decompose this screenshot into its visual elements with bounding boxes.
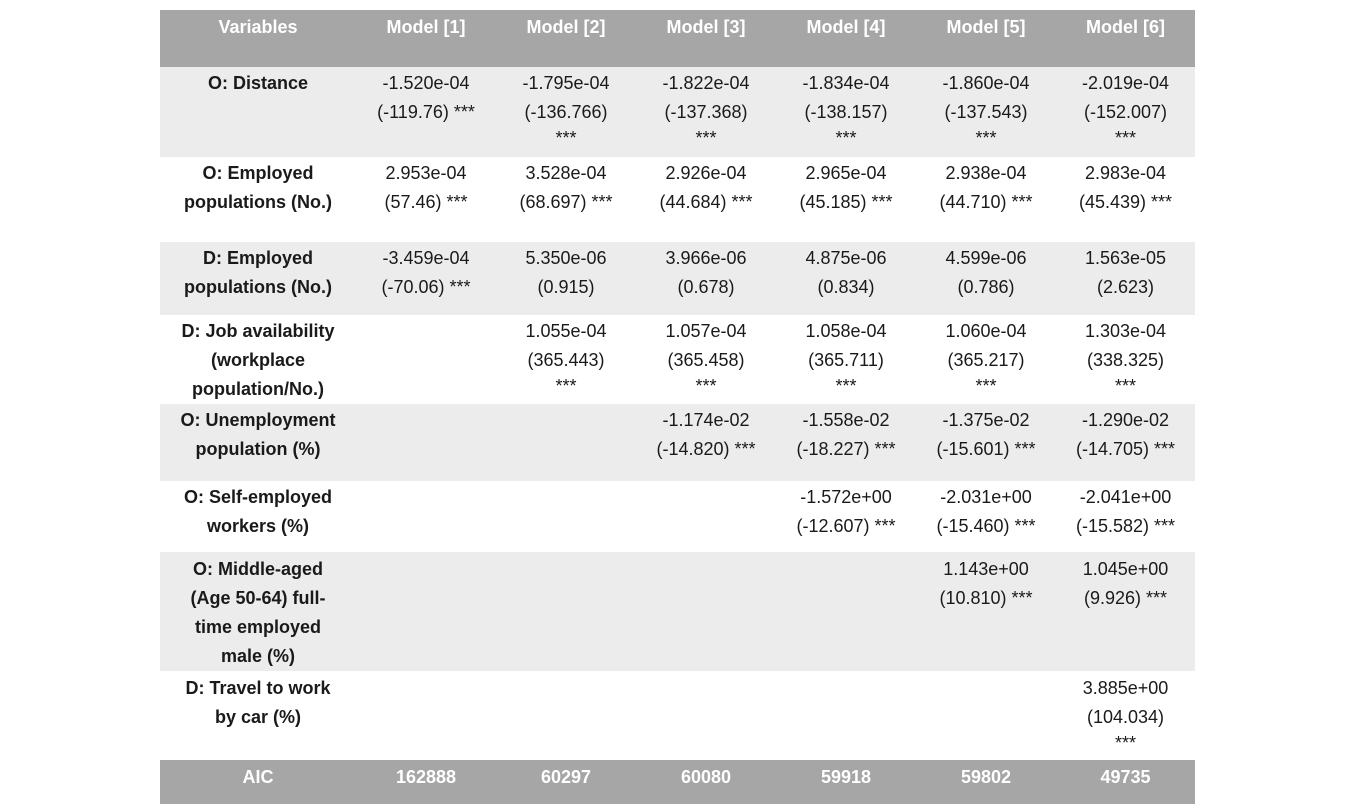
row-label-line: (Age 50-64) full- bbox=[190, 588, 326, 608]
header-model-6: Model [6] bbox=[1086, 17, 1165, 37]
tstat: (-15.601) *** bbox=[936, 439, 1036, 459]
cell-model-6 bbox=[1056, 69, 1195, 149]
coef: -1.860e-04 bbox=[942, 73, 1030, 93]
cell-model-3 bbox=[636, 406, 776, 464]
header-model-2: Model [2] bbox=[526, 17, 606, 37]
tstat: (0.786) bbox=[957, 277, 1015, 297]
cell-model-6 bbox=[1056, 317, 1195, 397]
row-label-line: O: Middle-aged bbox=[193, 559, 323, 579]
tstat: (45.185) *** bbox=[799, 192, 893, 212]
tstat: (365.443) bbox=[527, 350, 605, 370]
tstat: (44.710) *** bbox=[939, 192, 1033, 212]
significance: *** bbox=[555, 376, 577, 396]
cell-model-6 bbox=[1056, 244, 1195, 302]
table-row-job-availability bbox=[160, 315, 1195, 404]
cell-model-5 bbox=[916, 244, 1056, 302]
table-row-travel-by-car bbox=[160, 671, 1195, 760]
significance: *** bbox=[1114, 128, 1136, 148]
significance: *** bbox=[555, 128, 577, 148]
cell-model-3 bbox=[636, 159, 776, 217]
tstat: (-138.157) bbox=[804, 102, 888, 122]
tstat: (0.915) bbox=[537, 277, 595, 297]
cell-model-2 bbox=[496, 159, 636, 217]
coef: 1.045e+00 bbox=[1082, 559, 1169, 579]
tstat: (-136.766) bbox=[524, 102, 608, 122]
cell-model-5 bbox=[916, 483, 1056, 541]
row-label bbox=[160, 674, 356, 732]
cell-model-6 bbox=[1056, 159, 1195, 217]
coef: 3.966e-06 bbox=[665, 248, 747, 268]
header-variables: Variables bbox=[218, 17, 298, 37]
coef: 2.938e-04 bbox=[945, 163, 1027, 183]
row-label-line: population (%) bbox=[195, 439, 321, 459]
header-model-1: Model [1] bbox=[386, 17, 466, 37]
coef: -1.375e-02 bbox=[942, 410, 1030, 430]
table-row-o-employed bbox=[160, 157, 1195, 242]
tstat: (-15.460) *** bbox=[936, 516, 1036, 536]
tstat: (-12.607) *** bbox=[796, 516, 896, 536]
coef: 5.350e-06 bbox=[525, 248, 607, 268]
tstat: (10.810) *** bbox=[939, 588, 1033, 608]
cell-model-6 bbox=[1056, 483, 1195, 541]
cell-model-6 bbox=[1056, 674, 1195, 754]
coef: -1.822e-04 bbox=[662, 73, 750, 93]
row-label-line: time employed bbox=[194, 617, 322, 637]
cell-model-3 bbox=[636, 317, 776, 397]
table-row-d-employed bbox=[160, 242, 1195, 315]
significance: *** bbox=[695, 376, 717, 396]
coef: -1.795e-04 bbox=[522, 73, 610, 93]
tstat: (0.678) bbox=[677, 277, 735, 297]
coef: 1.057e-04 bbox=[665, 321, 747, 341]
row-label bbox=[160, 159, 356, 217]
row-label bbox=[160, 317, 356, 404]
coef: 2.926e-04 bbox=[665, 163, 747, 183]
row-label bbox=[160, 244, 356, 302]
coef: -2.041e+00 bbox=[1079, 487, 1172, 507]
tstat: (-14.705) *** bbox=[1075, 439, 1176, 459]
row-label bbox=[160, 406, 356, 464]
cell-model-2 bbox=[496, 244, 636, 302]
aic-model-3: 60080 bbox=[680, 767, 732, 787]
coef: 1.055e-04 bbox=[525, 321, 607, 341]
aic-model-4: 59918 bbox=[820, 767, 872, 787]
cell-model-4 bbox=[776, 483, 916, 541]
cell-model-4 bbox=[776, 69, 916, 149]
tstat: (57.46) *** bbox=[384, 192, 468, 212]
row-label-line: populations (No.) bbox=[184, 192, 332, 212]
significance: *** bbox=[975, 128, 997, 148]
row-label-line: D: Travel to work bbox=[185, 678, 331, 698]
tstat: (9.926) *** bbox=[1083, 588, 1168, 608]
tstat: (365.217) bbox=[947, 350, 1025, 370]
aic-model-5: 59802 bbox=[960, 767, 1012, 787]
tstat: (365.711) bbox=[808, 350, 884, 370]
cell-model-4 bbox=[776, 244, 916, 302]
coef: -1.290e-02 bbox=[1081, 410, 1170, 430]
header-model-3: Model [3] bbox=[666, 17, 746, 37]
cell-model-4 bbox=[776, 317, 916, 397]
row-label-line: O: Self-employed bbox=[183, 487, 333, 507]
tstat: (2.623) bbox=[1096, 277, 1155, 297]
coef: 1.563e-05 bbox=[1084, 248, 1167, 268]
cell-model-4 bbox=[776, 159, 916, 217]
aic-model-1: 162888 bbox=[395, 767, 457, 787]
cell-model-1 bbox=[356, 244, 496, 302]
cell-model-6 bbox=[1056, 406, 1195, 464]
row-label-line: workers (%) bbox=[206, 516, 310, 536]
cell-model-5 bbox=[916, 406, 1056, 464]
cell-model-5 bbox=[916, 317, 1056, 397]
tstat: (-137.368) bbox=[664, 102, 748, 122]
regression-table bbox=[160, 10, 1195, 804]
header-model-5: Model [5] bbox=[946, 17, 1026, 37]
coef: 1.303e-04 bbox=[1084, 321, 1167, 341]
table-row-distance bbox=[160, 67, 1195, 157]
cell-model-4 bbox=[776, 406, 916, 464]
aic-model-2: 60297 bbox=[540, 767, 592, 787]
coef: -1.520e-04 bbox=[382, 73, 470, 93]
tstat: (68.697) *** bbox=[519, 192, 613, 212]
significance: *** bbox=[695, 128, 717, 148]
tstat: (338.325) bbox=[1086, 350, 1165, 370]
coef: -1.572e+00 bbox=[800, 487, 892, 507]
row-label-line: by car (%) bbox=[214, 707, 302, 727]
tstat: (-14.820) *** bbox=[656, 439, 756, 459]
significance: *** bbox=[835, 128, 857, 148]
coef: -1.174e-02 bbox=[662, 410, 750, 430]
coef: 2.953e-04 bbox=[385, 163, 467, 183]
coef: 3.885e+00 bbox=[1082, 678, 1169, 698]
cell-model-5 bbox=[916, 69, 1056, 149]
cell-model-3 bbox=[636, 244, 776, 302]
row-label bbox=[160, 483, 356, 541]
row-label-line: male (%) bbox=[220, 646, 296, 666]
tstat: (-119.76) *** bbox=[377, 102, 475, 122]
cell-model-1 bbox=[356, 69, 496, 127]
row-label-line: populations (No.) bbox=[184, 277, 332, 297]
coef: -1.834e-04 bbox=[802, 73, 890, 93]
aic-model-6: 49735 bbox=[1100, 767, 1151, 787]
tstat: (0.834) bbox=[817, 277, 875, 297]
significance: *** bbox=[975, 376, 997, 396]
row-label-line: (workplace bbox=[210, 350, 306, 370]
table-header-row bbox=[160, 10, 1195, 67]
cell-model-1 bbox=[356, 159, 496, 217]
row-label-line: D: Employed bbox=[202, 248, 313, 268]
significance: *** bbox=[835, 376, 857, 396]
cell-model-2 bbox=[496, 69, 636, 149]
table-footer-aic-row bbox=[160, 760, 1195, 804]
row-label-line: O: Employed bbox=[202, 163, 314, 183]
tstat: (365.458) bbox=[667, 350, 745, 370]
tstat: (45.439) *** bbox=[1078, 192, 1173, 212]
coef: 1.058e-04 bbox=[805, 321, 887, 341]
footer-label: AIC bbox=[242, 767, 274, 787]
row-label bbox=[160, 555, 356, 671]
tstat: (-70.06) *** bbox=[381, 277, 471, 297]
row-label-line: population/No.) bbox=[192, 379, 324, 399]
table-row-self-employed bbox=[160, 481, 1195, 552]
coef: 2.983e-04 bbox=[1084, 163, 1167, 183]
cell-model-2 bbox=[496, 317, 636, 397]
tstat: (-15.582) *** bbox=[1075, 516, 1176, 536]
row-label-line: O: Unemployment bbox=[180, 410, 336, 430]
tstat: (-152.007) bbox=[1083, 102, 1168, 122]
significance: *** bbox=[1114, 733, 1136, 753]
cell-model-6 bbox=[1056, 555, 1195, 613]
significance: *** bbox=[1114, 376, 1136, 396]
tstat: (-18.227) *** bbox=[796, 439, 896, 459]
cell-model-5 bbox=[916, 159, 1056, 217]
coef: 3.528e-04 bbox=[525, 163, 607, 183]
tstat: (-137.543) bbox=[944, 102, 1028, 122]
coef: -1.558e-02 bbox=[802, 410, 890, 430]
coef: -3.459e-04 bbox=[382, 248, 470, 268]
row-label bbox=[160, 69, 356, 98]
coef: 4.875e-06 bbox=[805, 248, 887, 268]
coef: 1.143e+00 bbox=[943, 559, 1029, 579]
row-label-line: O: Distance bbox=[207, 73, 309, 93]
coef: -2.031e+00 bbox=[940, 487, 1032, 507]
cell-model-3 bbox=[636, 69, 776, 149]
row-label-line: D: Job availability bbox=[181, 321, 335, 341]
coef: 4.599e-06 bbox=[945, 248, 1027, 268]
coef: -2.019e-04 bbox=[1081, 73, 1170, 93]
tstat: (104.034) bbox=[1086, 707, 1165, 727]
tstat: (44.684) *** bbox=[659, 192, 753, 212]
table-row-unemployment bbox=[160, 404, 1195, 481]
coef: 1.060e-04 bbox=[945, 321, 1027, 341]
cell-model-5 bbox=[916, 555, 1056, 613]
header-model-4: Model [4] bbox=[806, 17, 886, 37]
table-row-middle-aged bbox=[160, 552, 1195, 671]
coef: 2.965e-04 bbox=[805, 163, 887, 183]
